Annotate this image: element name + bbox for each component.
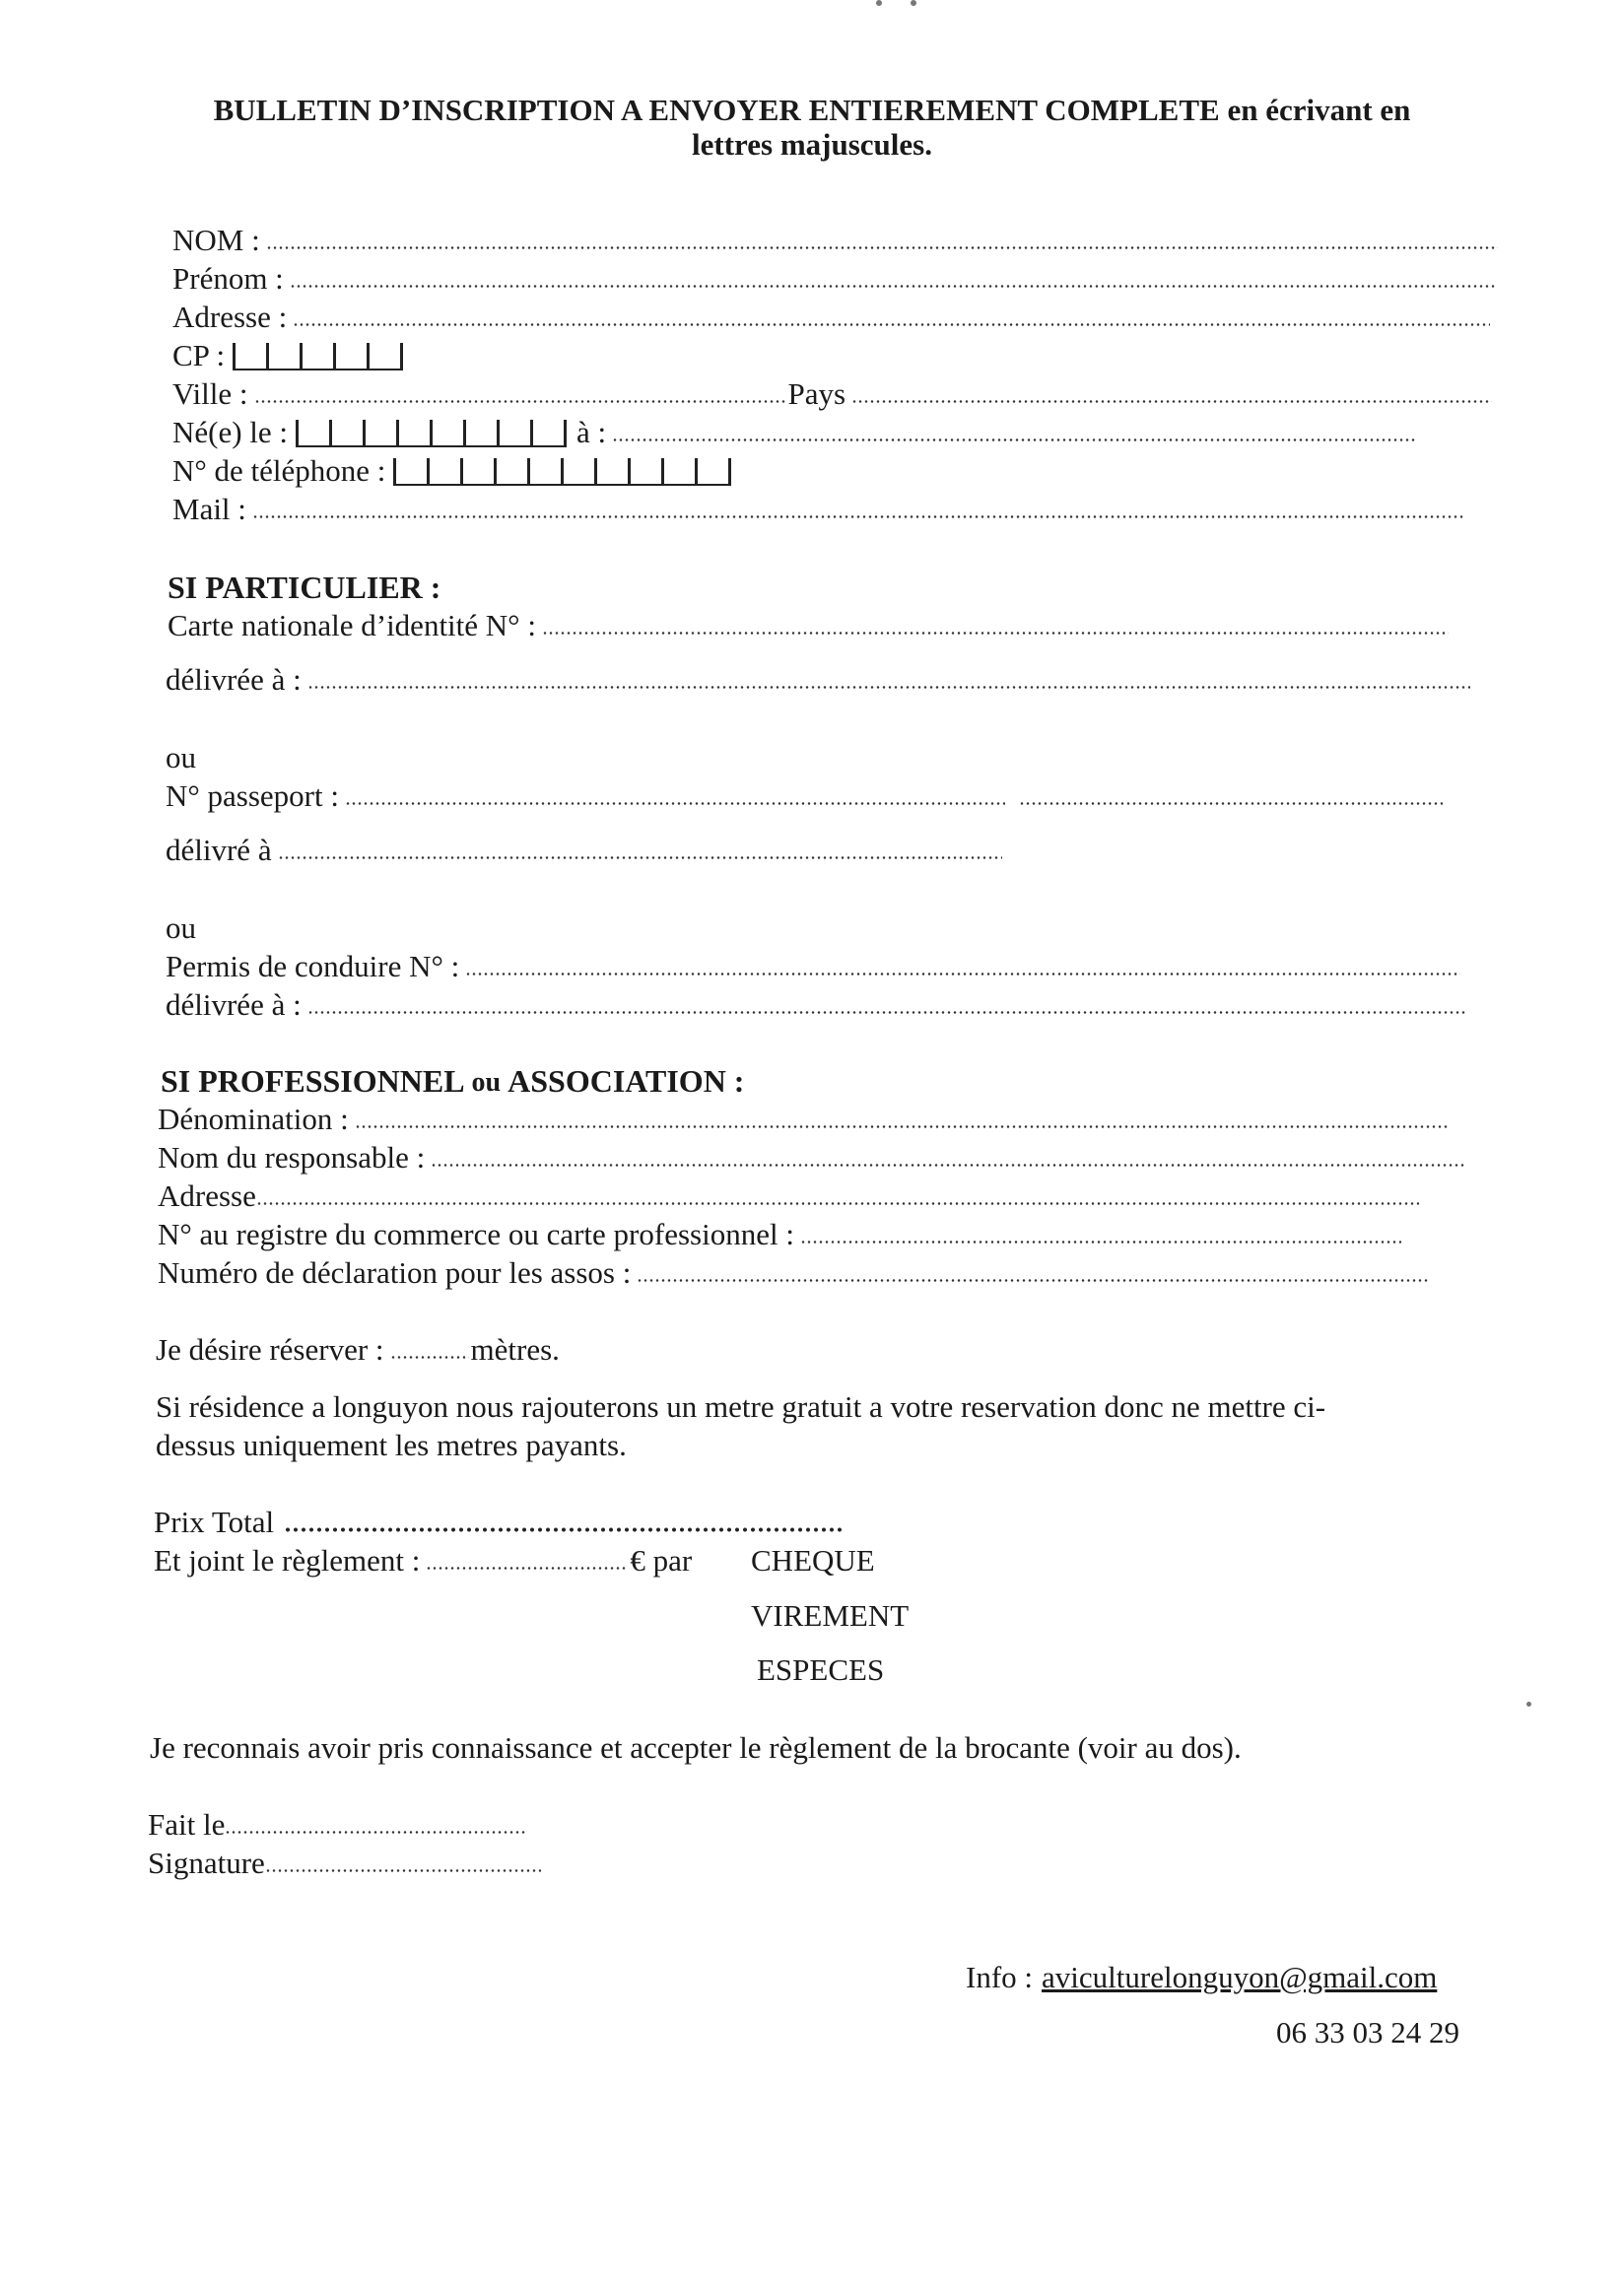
professionnel-heading-part1: SI PROFESSIONNEL [161,1063,465,1099]
registre-label: N° au registre du commerce ou carte professionnel : [158,1217,794,1251]
naissance-field[interactable] [172,417,1415,447]
reserver-unit: mètres. [470,1332,560,1367]
info-label: Info : [966,1960,1034,1994]
declaration-dotted-line [637,1279,1430,1282]
digit-box[interactable] [363,420,396,447]
digit-box-end [728,458,731,486]
permis-delivree-label: délivrée à : [166,987,302,1022]
signature-dotted-line [265,1869,541,1872]
digit-box[interactable] [527,458,561,486]
mail-dotted-line [252,515,1464,518]
digit-box[interactable] [367,343,400,370]
telephone-field[interactable] [172,455,731,486]
responsable-field[interactable] [158,1142,1465,1173]
digit-box[interactable] [661,458,695,486]
cp-field[interactable] [172,340,403,370]
fait-le-dotted-line [225,1831,525,1834]
currency-par-label: € par [630,1543,693,1578]
digit-box[interactable] [266,343,300,370]
professionnel-heading-part3: ASSOCIATION : [508,1063,745,1099]
form-title-line2: lettres majuscules. [692,127,932,162]
form-title-line1 [0,95,1624,125]
declaration-field[interactable] [158,1257,1430,1288]
reglement-label: Et joint le règlement : [154,1543,421,1578]
digit-box[interactable] [460,458,494,486]
mail-field[interactable] [172,494,1464,524]
digit-box[interactable] [494,458,527,486]
contact-phone: 06 33 03 24 29 [1276,2015,1459,2050]
passeport-delivre-field[interactable] [166,835,1002,865]
digit-box[interactable] [463,420,497,447]
carte-delivree-label: délivrée à : [166,662,302,697]
ou-label-1: ou [166,740,196,774]
payment-option-virement[interactable]: VIREMENT [751,1598,910,1633]
ne-le-label: Né(e) le : [172,415,289,449]
contact-email-link[interactable]: aviculturelonguyon@gmail.com [1042,1960,1438,1994]
adresse-label: Adresse : [172,300,288,334]
cp-label: CP : [172,338,226,372]
mail-label: Mail : [172,492,246,526]
ne-a-label: à : [576,415,607,449]
reglement-dotted-line [426,1567,628,1570]
ville-dotted-line [254,400,786,403]
permis-delivree-dotted-line [307,1011,1465,1014]
acknowledgement-text: Je reconnais avoir pris connaissance et accepter le règlement de la brocante (voir au dos). [150,1730,1242,1765]
prix-total-dotted-line [284,1527,846,1532]
fait-le-field[interactable] [148,1809,525,1840]
permis-dotted-line [465,973,1460,975]
digit-box[interactable] [430,420,463,447]
form-title-rest: en écrivant en [1219,93,1411,127]
passeport-field[interactable] [166,780,1443,811]
signature-field[interactable] [148,1848,541,1878]
carte-field[interactable] [168,610,1449,640]
prix-total-label: Prix Total [154,1505,275,1539]
adresse-field[interactable] [172,302,1490,332]
pro-adresse-field[interactable] [158,1180,1419,1211]
permis-field[interactable] [166,951,1460,981]
prix-total-field[interactable] [154,1507,846,1537]
digit-box[interactable] [594,458,628,486]
pro-adresse-label: Adresse [158,1178,256,1213]
ou-label-2: ou [166,910,196,945]
reserver-field[interactable] [156,1334,560,1365]
digit-box[interactable] [329,420,363,447]
carte-label: Carte nationale d’identité N° : [168,608,536,642]
nom-label: NOM : [172,223,260,257]
date-boxes[interactable] [296,420,567,447]
pro-adresse-dotted-line [256,1202,1419,1205]
scan-speck [911,0,916,6]
denomination-label: Dénomination : [158,1102,349,1136]
digit-box[interactable] [497,420,530,447]
fait-le-label: Fait le [148,1807,226,1842]
residence-note-line1: Si résidence a longuyon nous rajouterons un metre gratuit a votre reservation donc ne mettre ci- [156,1389,1326,1424]
digit-box[interactable] [427,458,460,486]
responsable-label: Nom du responsable : [158,1140,426,1175]
passeport-delivre-dotted-line [278,856,1002,859]
payment-option-especes[interactable]: ESPECES [757,1652,885,1687]
telephone-label: N° de téléphone : [172,453,386,488]
payment-option-cheque[interactable]: CHEQUE [751,1543,875,1578]
professionnel-heading-part2: ou [464,1067,508,1098]
carte-delivree-field[interactable] [166,664,1470,695]
form-title-bold: BULLETIN D’INSCRIPTION A ENVOYER ENTIEREMENT COMPLETE [213,93,1220,127]
registre-field[interactable] [158,1219,1401,1249]
signature-label: Signature [148,1846,265,1880]
digit-box[interactable] [300,343,333,370]
ville-field[interactable] [172,378,1492,409]
pays-dotted-line [851,400,1492,403]
nom-field[interactable] [172,225,1498,255]
carte-delivree-dotted-line [307,686,1470,689]
passeport-label: N° passeport : [166,778,339,813]
professionnel-heading [161,1065,744,1097]
digit-box[interactable] [628,458,661,486]
digit-box[interactable] [530,420,564,447]
reserver-label: Je désire réserver : [156,1332,384,1367]
prenom-dotted-line [290,285,1497,288]
adresse-dotted-line [293,323,1490,326]
digit-box[interactable] [333,343,367,370]
digit-box[interactable] [695,458,728,486]
scan-speck [1526,1702,1531,1707]
passeport-delivre-label: délivré à [166,833,272,867]
reglement-field[interactable] [154,1545,692,1576]
carte-dotted-line [542,632,1449,635]
prenom-field[interactable] [172,263,1497,294]
cp-boxes[interactable] [233,343,403,370]
digit-box[interactable] [393,458,427,486]
permis-delivree-field[interactable] [166,989,1465,1020]
digit-box-end [400,343,403,370]
residence-note-line2: dessus uniquement les metres payants. [156,1428,627,1462]
telephone-boxes[interactable] [393,458,731,486]
reserver-dotted-line [390,1356,469,1359]
permis-label: Permis de conduire N° : [166,949,460,983]
digit-box[interactable] [561,458,594,486]
ne-a-dotted-line [612,438,1415,441]
ville-label: Ville : [172,376,248,411]
prenom-label: Prénom : [172,261,284,296]
digit-box[interactable] [296,420,329,447]
passeport-dotted-line [345,802,1005,805]
passeport-dotted-line-2 [1019,802,1443,805]
digit-box[interactable] [396,420,430,447]
particulier-heading: SI PARTICULIER : [168,570,441,605]
contact-info [966,1962,1437,1992]
scan-speck [876,0,882,6]
denomination-dotted-line [355,1125,1449,1128]
responsable-dotted-line [431,1164,1465,1167]
registre-dotted-line [800,1241,1401,1244]
pays-label: Pays [787,376,846,411]
digit-box[interactable] [233,343,266,370]
declaration-label: Numéro de déclaration pour les assos : [158,1255,632,1290]
nom-dotted-line [266,246,1498,249]
denomination-field[interactable] [158,1104,1449,1134]
digit-box-end [564,420,567,447]
